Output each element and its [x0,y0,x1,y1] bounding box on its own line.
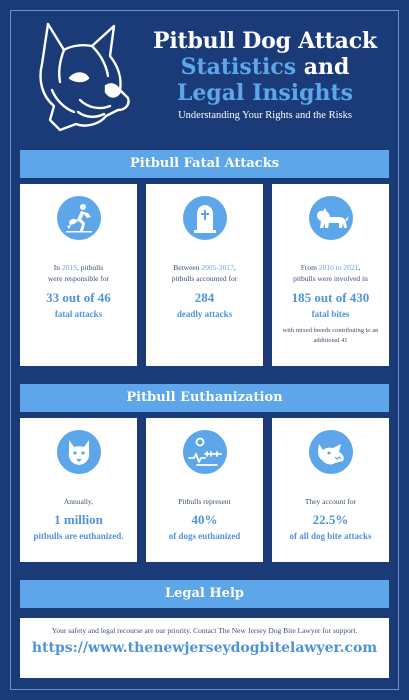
section-heading-euthanization: Pitbull Euthanization [20,384,389,412]
card-text: Pitbulls represent [178,497,231,506]
header [0,0,409,140]
stat-card-percent-euthanized [146,418,263,562]
stat-card-2019 [20,184,137,366]
card-text-pre: In [53,263,62,272]
title-block [130,28,400,121]
section-heading-fatal-attacks: Pitbull Fatal Attacks [20,150,389,178]
syringe-heartbeat-icon [183,430,227,474]
card-year: 2019 [61,263,77,272]
person-attacked-icon [57,196,101,240]
card-text [24,262,133,284]
legal-help-box [20,618,389,678]
card-stat-value: 185 out of 430 [291,290,370,305]
card-text-pre: From [300,263,319,272]
gravestone-icon [183,196,227,240]
card-stat-label: fatal bites [311,309,350,319]
card-stat-value: 1 million [54,512,103,527]
card-stat-label: deadly attacks [176,309,233,319]
page-title-line2 [130,54,400,80]
card-text-pre: Between [173,263,202,272]
card-text: Annually, [63,497,94,506]
stat-card-bite-attacks [272,418,389,562]
card-footnote: with mixed breeds contributing to an additional 41 [282,327,379,344]
stat-card-annual-euthanized [20,418,137,562]
title-and: and [296,54,350,80]
card-text-line2: pitbulls accounted for [171,274,238,283]
card-text-post: , [358,263,361,272]
card-stat-value: 22.5% [312,512,349,527]
card-text-post: , [233,263,236,272]
card-stat-value: 33 out of 46 [46,290,111,305]
card-year: 2010 to 2021 [318,263,359,272]
stat-card-2005-2017 [146,184,263,366]
lawyer-website-link[interactable]: https://www.thenewjerseydogbitelawyer.com [31,640,378,656]
pitbull-dog-icon [309,196,353,240]
card-stat-value: 284 [194,290,215,305]
card-year: 2005-2017 [201,263,234,272]
card-text-post: , pitbulls [76,263,104,272]
card-stat-label: of all dog bite attacks [289,531,372,541]
card-text [150,262,259,284]
title-statistics: Statistics [180,54,297,80]
angry-dog-icon [309,430,353,474]
stat-card-2010-2021 [272,184,389,366]
card-text: They account for [304,497,357,506]
card-stat-value: 40% [191,512,218,527]
card-text-line2: were responsible for [47,274,110,283]
pitbull-head-outline-icon [30,20,138,132]
page-title-line3: Legal Insights [176,80,354,106]
card-stat-label: pitbulls are euthanized. [33,531,124,541]
card-stat-label: of dogs euthanized [168,531,241,541]
page-subtitle: Understanding Your Rights and the Risks [178,110,352,121]
pitbull-face-icon [57,430,101,474]
card-text-line2: pitbulls were involved in [293,274,368,283]
legal-help-text: Your safety and legal recourse are our priority. Contact The New Jersey Dog Bite Lawyer for support. [51,626,358,635]
page-title-line1: Pitbull Dog Attack [153,28,377,54]
card-text [276,262,385,284]
card-stat-label: fatal attacks [54,309,103,319]
section-heading-legal-help: Legal Help [20,580,389,608]
